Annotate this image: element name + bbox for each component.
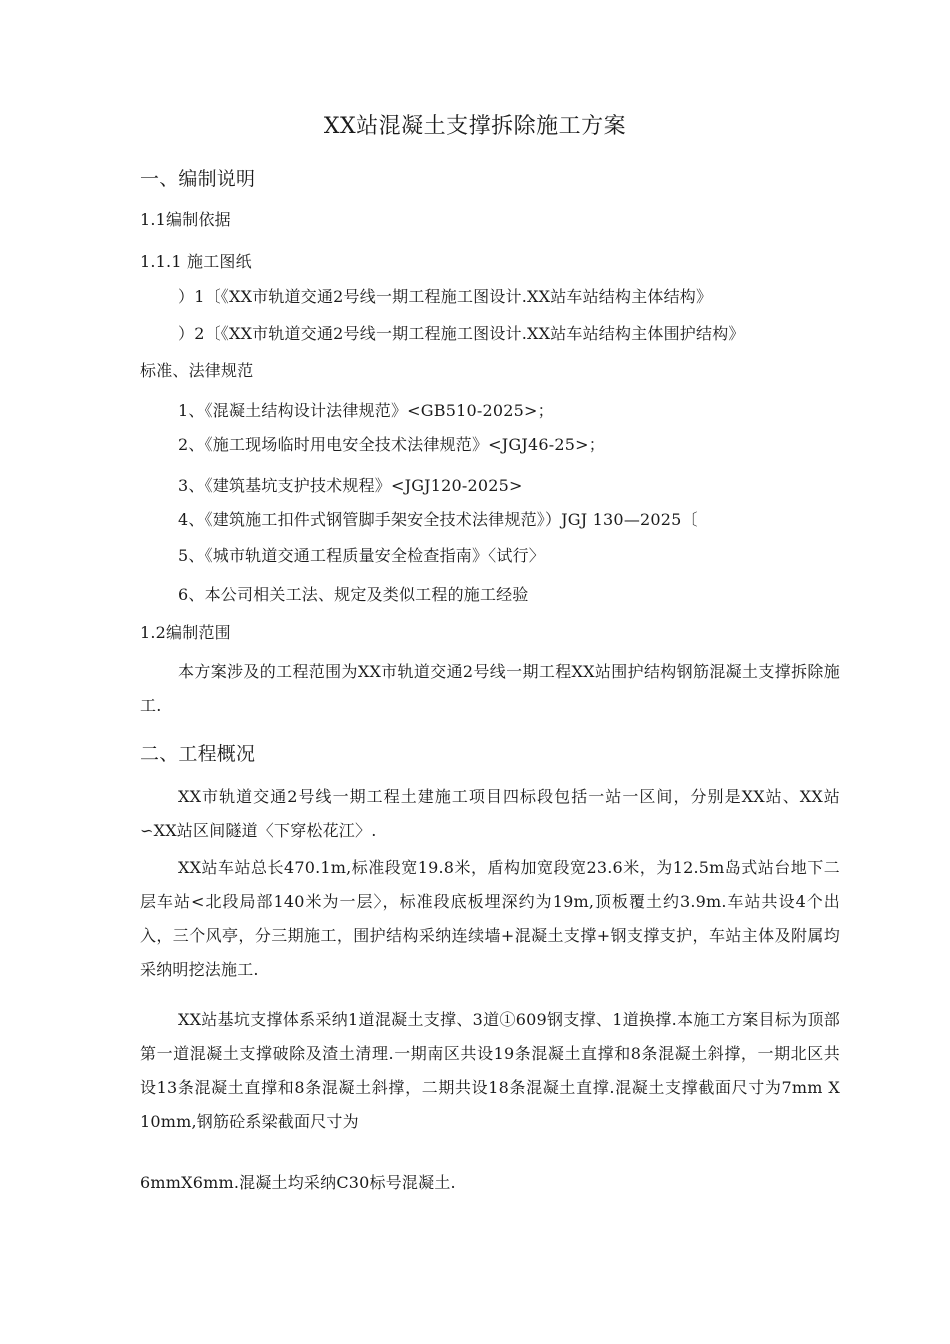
drawing-item-1: ）1〔《XX市轨道交通2号线一期工程施工图设计.XX站车站结构主体结构》	[178, 287, 713, 306]
drawing-item-2: ）2〔《XX市轨道交通2号线一期工程施工图设计.XX站车站结构主体围护结构》	[178, 324, 745, 343]
overview-paragraph-3: XX站基坑支撑体系采纳1道混凝土支撑、3道①609钢支撑、1道换撑.本施工方案目标为顶部第一道混凝土支撑破除及渣土清理.一期南区共设19条混凝土直撑和8条混凝土斜撑，一期北区共设13条混凝土直撑和8条混凝土斜撑，二期共设18条混凝土直撑.混凝土支撑截面尺寸为7mm X 10mm,钢筋砼系梁截面尺寸为	[140, 1010, 840, 1131]
section-heading-2: 二、工程概况	[140, 743, 256, 765]
overview-paragraph-2: XX站车站总长470.1m,标准段宽19.8米，盾构加宽段宽23.6米，为12.5m岛式站台地下二层车站<北段局部140米为一层〉，标准段底板埋深约为19m,顶板覆土约3.9m.车站共设4个出入，三个风亭，分三期施工，围护结构采纳连续墙+混凝土支撑+钢支撑支护，车站主体及附属均采纳明挖法施工.	[140, 858, 840, 979]
subheading-1-2: 1.2编制范围	[140, 623, 231, 642]
standards-heading: 标准、法律规范	[140, 361, 254, 380]
standard-item-4: 4、《建筑施工扣件式钢管脚手架安全技术法律规范》）JGJ 130—2025〔	[178, 510, 698, 529]
standard-item-5: 5、《城市轨道交通工程质量安全检查指南》〈试行〉	[178, 546, 545, 565]
subheading-1-1-1: 1.1.1 施工图纸	[140, 252, 252, 271]
standard-item-3: 3、《建筑基坑支护技术规程》<JGJ120-2025>	[178, 476, 523, 495]
standard-item-2: 2、《施工现场临时用电安全技术法律规范》<JGJ46-25>；	[178, 435, 605, 454]
standard-item-1: 1、《混凝土结构设计法律规范》<GB510-2025>；	[178, 401, 554, 420]
subheading-1-1: 1.1编制依据	[140, 210, 231, 229]
overview-paragraph-1: XX市轨道交通2号线一期工程土建施工项目四标段包括一站一区间，分别是XX站、XX站∽XX站区间隧道〈下穿松花江〉.	[140, 787, 840, 840]
document-title: XX站混凝土支撑拆除施工方案	[323, 114, 627, 139]
standard-item-6: 6、本公司相关工法、规定及类似工程的施工经验	[178, 585, 529, 604]
overview-paragraph-3-tail: 6mmX6mm.混凝土均采纳C30标号混凝土.	[140, 1173, 456, 1192]
scope-paragraph: 本方案涉及的工程范围为XX市轨道交通2号线一期工程XX站围护结构钢筋混凝土支撑拆除施工.	[140, 662, 840, 715]
section-heading-1: 一、编制说明	[140, 168, 256, 190]
